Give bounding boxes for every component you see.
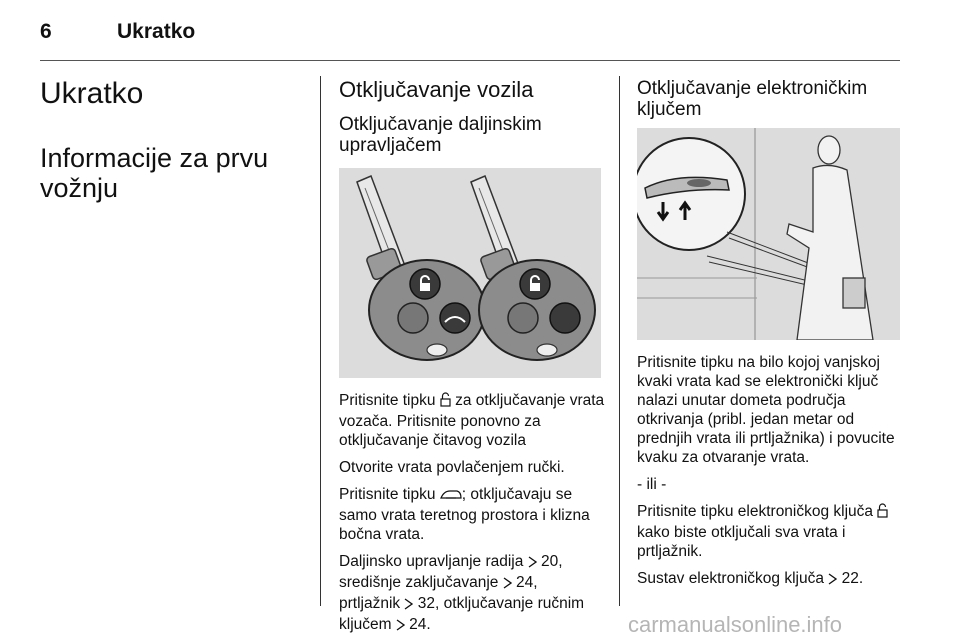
column-3 <box>637 78 903 598</box>
paragraph-or: - ili - <box>637 476 667 493</box>
paragraph-key-button <box>637 502 903 561</box>
text-fragment: Sustav elektroničkog ključa <box>637 570 829 587</box>
text-fragment: središnje zaključavanje <box>339 574 503 591</box>
reference-page: 32, <box>417 595 440 612</box>
column-1 <box>40 77 310 203</box>
text-fragment: Pritisnite tipku <box>339 486 440 503</box>
text-fragment: Pritisnite tipku <box>339 392 440 409</box>
reference-arrow-icon <box>828 571 837 590</box>
reference-page: 20, <box>541 553 563 570</box>
column-divider-2 <box>619 76 620 606</box>
text-fragment: Daljinsko upravljanje radija <box>339 553 528 570</box>
column-2 <box>339 78 607 644</box>
paragraph-system-ref <box>637 569 903 590</box>
header-rule <box>40 60 900 61</box>
text-fragment: ; otključavaju se samo vrata teretnog prostora i klizna bočna vrata. <box>339 486 590 543</box>
paragraph-cargo-doors <box>339 485 607 544</box>
reference-page: 24, <box>516 574 538 591</box>
remote-unlock-text <box>339 391 607 636</box>
chapter-title: Ukratko <box>40 77 144 110</box>
unlocking-heading: Otključavanje vozila <box>339 77 534 102</box>
reference-page: 24. <box>409 616 431 633</box>
watermark: carmanualsonline.info <box>628 612 843 637</box>
remote-unlock-subheading: Otključavanje daljinskim upravljačem <box>339 114 542 156</box>
column-divider-1 <box>320 76 321 606</box>
electronic-key-text <box>637 353 903 590</box>
remote-keys-drawing <box>339 168 601 378</box>
paragraph-references <box>339 552 607 636</box>
electronic-key-heading: Otključavanje elektroničkim ključem <box>637 78 868 120</box>
remote-keys-illustration <box>339 168 601 378</box>
reference-page: 22. <box>841 570 864 587</box>
running-title: Ukratko <box>117 20 196 43</box>
reference-arrow-icon <box>528 554 537 573</box>
van-rear-icon <box>440 487 462 506</box>
text-fragment: za otključavanje vrata vozača. Pritisnite ponovno za otključavanje čitavog vozila <box>339 392 605 449</box>
paragraph-driver-door <box>339 391 607 450</box>
section-title: Informacije za prvu vožnju <box>40 143 269 203</box>
text-fragment: kako biste otključali sva vrata i prtljažnik. <box>637 524 846 560</box>
page-number: 6 <box>40 20 52 43</box>
paragraph-open-doors: Otvorite vrata povlačenjem ručki. <box>339 459 565 476</box>
reference-arrow-icon <box>503 575 512 594</box>
text-fragment: prtljažnik <box>339 595 405 612</box>
reference-arrow-icon <box>396 617 405 636</box>
paragraph-handle-button: Pritisnite tipku na bilo kojoj vanjskoj kvaki vrata kad se elektronički ključ nalazi unutar dometa područja otkrivanja (pribl. jedan metar od prednjih vrata ili prtljažnika) i povucite kvaku za otvaranje vrata. <box>637 354 895 466</box>
reference-arrow-icon <box>404 596 413 615</box>
electronic-key-illustration <box>637 128 900 340</box>
unlock-icon <box>877 503 888 523</box>
text-fragment: otključavanje ručnim ključem <box>339 595 585 633</box>
text-fragment: Pritisnite tipku elektroničkog ključa <box>637 503 878 520</box>
unlock-icon <box>440 392 451 412</box>
electronic-key-drawing <box>637 128 900 340</box>
